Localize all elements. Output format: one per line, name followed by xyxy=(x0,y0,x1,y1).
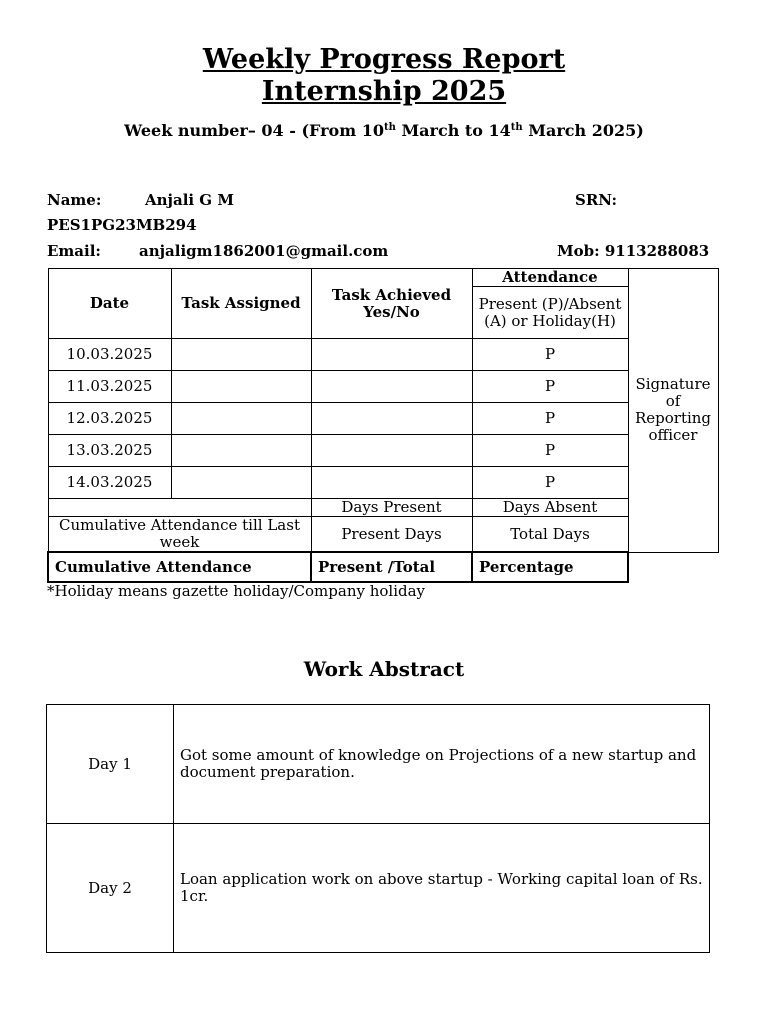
attendance-row xyxy=(48,435,718,467)
abstract-text: Loan application work on above startup - Working capital loan of Rs. 1cr. xyxy=(174,824,710,953)
header-attendance: Attendance xyxy=(472,269,628,287)
abstract-text: Got some amount of knowledge on Projections of a new startup and document preparation. xyxy=(174,705,710,824)
email-value: anjaligm1862001@gmail.com xyxy=(139,242,389,260)
abstract-row xyxy=(47,705,710,824)
present-total-label: Present /Total xyxy=(311,552,472,582)
days-absent-label: Days Absent xyxy=(472,499,628,517)
signature-cell: Signature of Reporting officer xyxy=(628,269,718,553)
work-abstract-title: Work Abstract xyxy=(303,657,465,681)
name-label: Name: xyxy=(47,191,102,209)
header-date: Date xyxy=(48,269,171,339)
week-info: Week number– 04 - (From 10th March to 14th March 2025) xyxy=(124,121,644,140)
abstract-day: Day 1 xyxy=(47,705,174,824)
row-task-assigned xyxy=(171,435,311,467)
holiday-note: *Holiday means gazette holiday/Company holiday xyxy=(47,582,426,600)
row-status: P xyxy=(472,435,628,467)
report-title: Weekly Progress Report xyxy=(202,44,566,75)
attendance-row xyxy=(48,467,718,499)
abstract-day: Day 2 xyxy=(47,824,174,953)
row-task-achieved xyxy=(311,435,472,467)
mobile-number: Mob: 9113288083 xyxy=(557,242,710,260)
row-date: 10.03.2025 xyxy=(48,339,171,371)
report-subtitle: Internship 2025 xyxy=(261,76,507,107)
total-days-label: Total Days xyxy=(472,517,628,553)
header-task-assigned: Task Assigned xyxy=(171,269,311,339)
name-value: Anjali G M xyxy=(145,191,234,209)
row-task-achieved xyxy=(311,339,472,371)
row-status: P xyxy=(472,371,628,403)
srn-label: SRN: xyxy=(575,191,618,209)
row-date: 12.03.2025 xyxy=(48,403,171,435)
row-date: 13.03.2025 xyxy=(48,435,171,467)
srn-value: PES1PG23MB294 xyxy=(47,216,197,234)
row-status: P xyxy=(472,467,628,499)
row-date: 11.03.2025 xyxy=(48,371,171,403)
attendance-row xyxy=(48,403,718,435)
attendance-table xyxy=(47,268,719,583)
cumulative-attendance-label: Cumulative Attendance xyxy=(48,552,311,582)
row-task-achieved xyxy=(311,371,472,403)
header-task-achieved: Task Achieved Yes/No xyxy=(311,269,472,339)
row-task-assigned xyxy=(171,403,311,435)
header-attendance-legend: Present (P)/Absent (A) or Holiday(H) xyxy=(472,287,628,339)
attendance-row xyxy=(48,371,718,403)
percentage-label: Percentage xyxy=(472,552,628,582)
email-label: Email: xyxy=(47,242,101,260)
row-task-achieved xyxy=(311,403,472,435)
row-task-assigned xyxy=(171,339,311,371)
row-status: P xyxy=(472,339,628,371)
present-days-label: Present Days xyxy=(311,517,472,553)
attendance-row xyxy=(48,339,718,371)
row-task-achieved xyxy=(311,467,472,499)
row-task-assigned xyxy=(171,467,311,499)
days-present-label: Days Present xyxy=(311,499,472,517)
blank-summary-cell xyxy=(48,499,311,517)
row-task-assigned xyxy=(171,371,311,403)
abstract-row xyxy=(47,824,710,953)
work-abstract-table xyxy=(46,704,710,953)
cumulative-till-label: Cumulative Attendance till Last week xyxy=(48,517,311,553)
row-date: 14.03.2025 xyxy=(48,467,171,499)
row-status: P xyxy=(472,403,628,435)
